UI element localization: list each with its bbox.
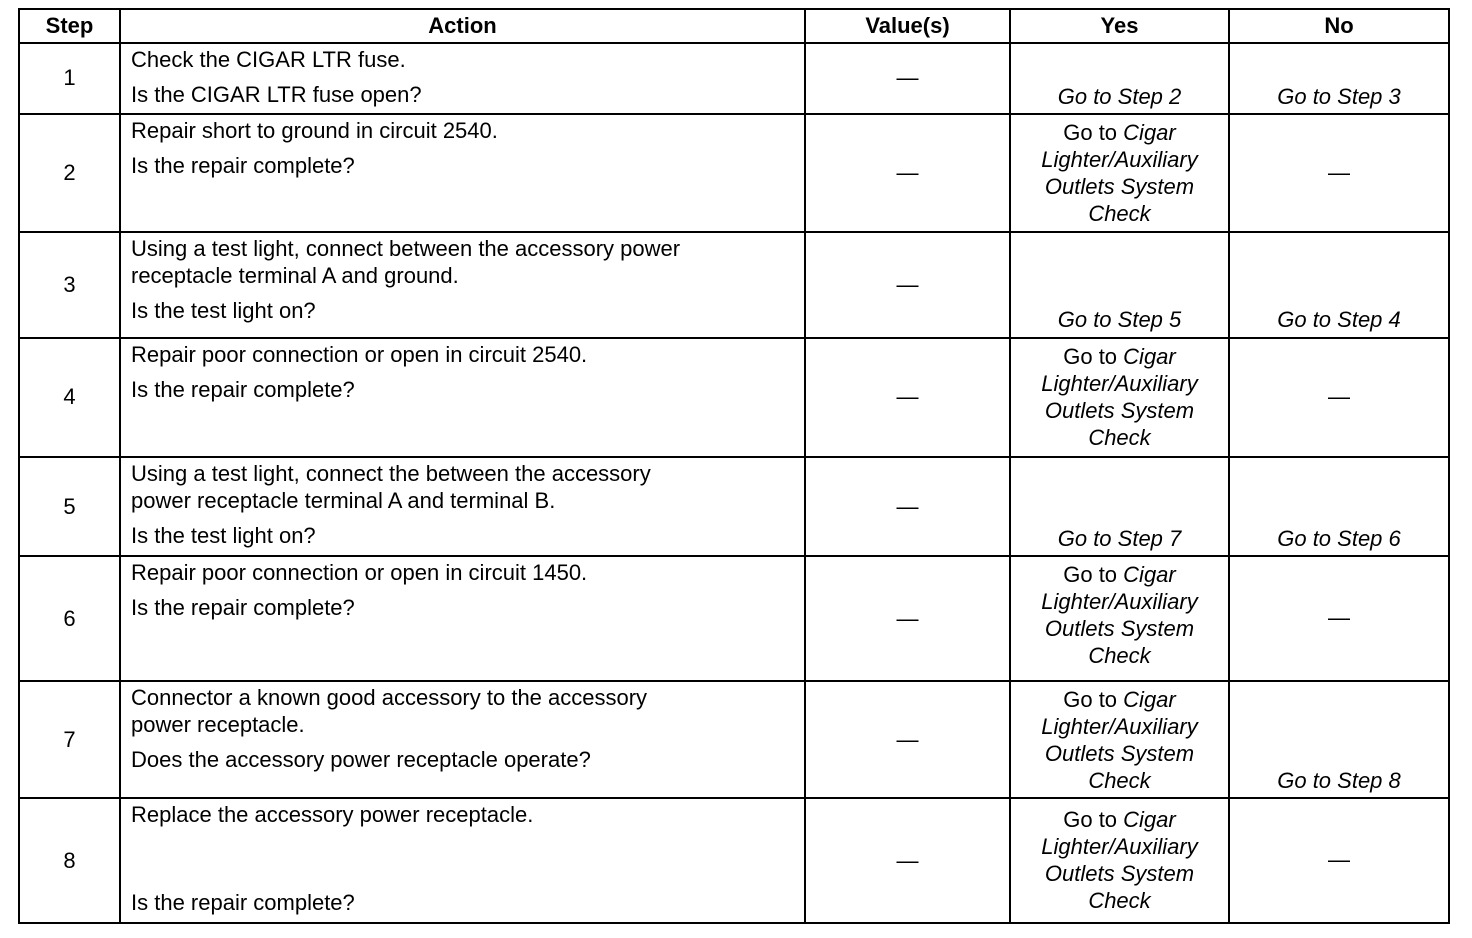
system-check-link[interactable]: Cigar Lighter/Auxiliary Outlets System Check [1041,806,1198,913]
goto-step-link[interactable]: Go to Step 4 [1277,307,1401,333]
action-cell [120,232,805,337]
value-cell: — [805,556,1010,681]
header-row [19,9,1449,43]
header-no: No [1229,9,1449,43]
step-number: 5 [19,457,120,556]
action-instruction: Repair short to ground in circuit 2540. [131,117,498,143]
action-instruction: Repair poor connection or open in circuit 1450. [131,560,588,586]
system-check-link[interactable]: Cigar Lighter/Auxiliary Outlets System Check [1041,119,1198,226]
step-number: 1 [19,43,120,114]
action-cell [120,114,805,232]
action-instruction: Connector a known good accessory to the accessory power receptacle. [131,684,648,737]
action-cell [120,338,805,457]
system-check-link[interactable]: Cigar Lighter/Auxiliary Outlets System Check [1041,562,1198,669]
action-question: Is the repair complete? [131,595,355,621]
table-row [19,114,1449,232]
table-row [19,232,1449,337]
goto-step-link[interactable]: Go to Step 7 [1057,526,1182,552]
header-values: Value(s) [805,9,1010,43]
action-question: Is the CIGAR LTR fuse open? [131,82,422,107]
action-question: Is the test light on? [131,298,316,324]
goto-step-link[interactable]: Go to Step 5 [1057,307,1182,333]
action-cell [120,681,805,798]
action-question: Is the test light on? [131,523,316,549]
no-cell [1229,798,1449,923]
yes-cell [1010,232,1229,337]
yes-cell [1010,338,1229,457]
no-value-dash: — [1328,384,1350,410]
table-body [19,43,1449,923]
action-instruction: Using a test light, connect between the accessory power receptacle terminal A and ground. [131,236,681,289]
table-row [19,338,1449,457]
no-value-dash: — [1328,159,1350,185]
table-row [19,798,1449,923]
no-cell [1229,556,1449,681]
action-question: Is the repair complete? [131,890,355,916]
action-cell [120,43,805,114]
goto-step-link[interactable]: Go to Step 6 [1277,526,1401,552]
diagnostic-table [18,8,1450,924]
step-number: 7 [19,681,120,798]
goto-prefix: Go to [1063,562,1118,588]
goto-step-link[interactable]: Go to Step 8 [1277,767,1401,793]
yes-cell [1010,457,1229,556]
action-instruction: Check the CIGAR LTR fuse. [131,47,406,72]
value-cell: — [805,232,1010,337]
value-cell: — [805,798,1010,923]
step-number: 3 [19,232,120,337]
header-action: Action [120,9,805,43]
no-cell [1229,681,1449,798]
action-cell [120,556,805,681]
step-number: 4 [19,338,120,457]
value-cell: — [805,338,1010,457]
no-cell [1229,232,1449,337]
value-cell: — [805,681,1010,798]
action-cell [120,798,805,923]
step-number: 2 [19,114,120,232]
yes-cell [1010,798,1229,923]
action-question: Does the accessory power receptacle operate? [131,746,591,772]
yes-cell [1010,114,1229,232]
no-cell [1229,338,1449,457]
goto-prefix: Go to [1063,806,1118,832]
table-row [19,43,1449,114]
yes-cell [1010,556,1229,681]
goto-step-link[interactable]: Go to Step 2 [1057,84,1182,109]
yes-cell [1010,43,1229,114]
no-value-dash: — [1328,847,1350,873]
step-number: 6 [19,556,120,681]
goto-prefix: Go to [1063,343,1118,369]
table-row [19,681,1449,798]
no-value-dash: — [1328,605,1350,631]
no-cell [1229,43,1449,114]
value-cell: — [805,457,1010,556]
action-question: Is the repair complete? [131,152,355,178]
header-step: Step [19,9,120,43]
no-cell [1229,114,1449,232]
action-instruction: Using a test light, connect the between the accessory power receptacle terminal A and terminal B. [131,461,651,514]
value-cell: — [805,43,1010,114]
table-row [19,457,1449,556]
goto-prefix: Go to [1063,119,1118,145]
goto-step-link[interactable]: Go to Step 3 [1277,84,1401,109]
action-instruction: Replace the accessory power receptacle. [131,802,534,828]
system-check-link[interactable]: Cigar Lighter/Auxiliary Outlets System Check [1041,343,1198,450]
header-yes: Yes [1010,9,1229,43]
action-instruction: Repair poor connection or open in circuit 2540. [131,341,588,367]
yes-cell [1010,681,1229,798]
value-cell: — [805,114,1010,232]
action-cell [120,457,805,556]
system-check-link[interactable]: Cigar Lighter/Auxiliary Outlets System Check [1041,686,1198,793]
action-question: Is the repair complete? [131,376,355,402]
step-number: 8 [19,798,120,923]
no-cell [1229,457,1449,556]
table-row [19,556,1449,681]
goto-prefix: Go to [1063,686,1118,712]
